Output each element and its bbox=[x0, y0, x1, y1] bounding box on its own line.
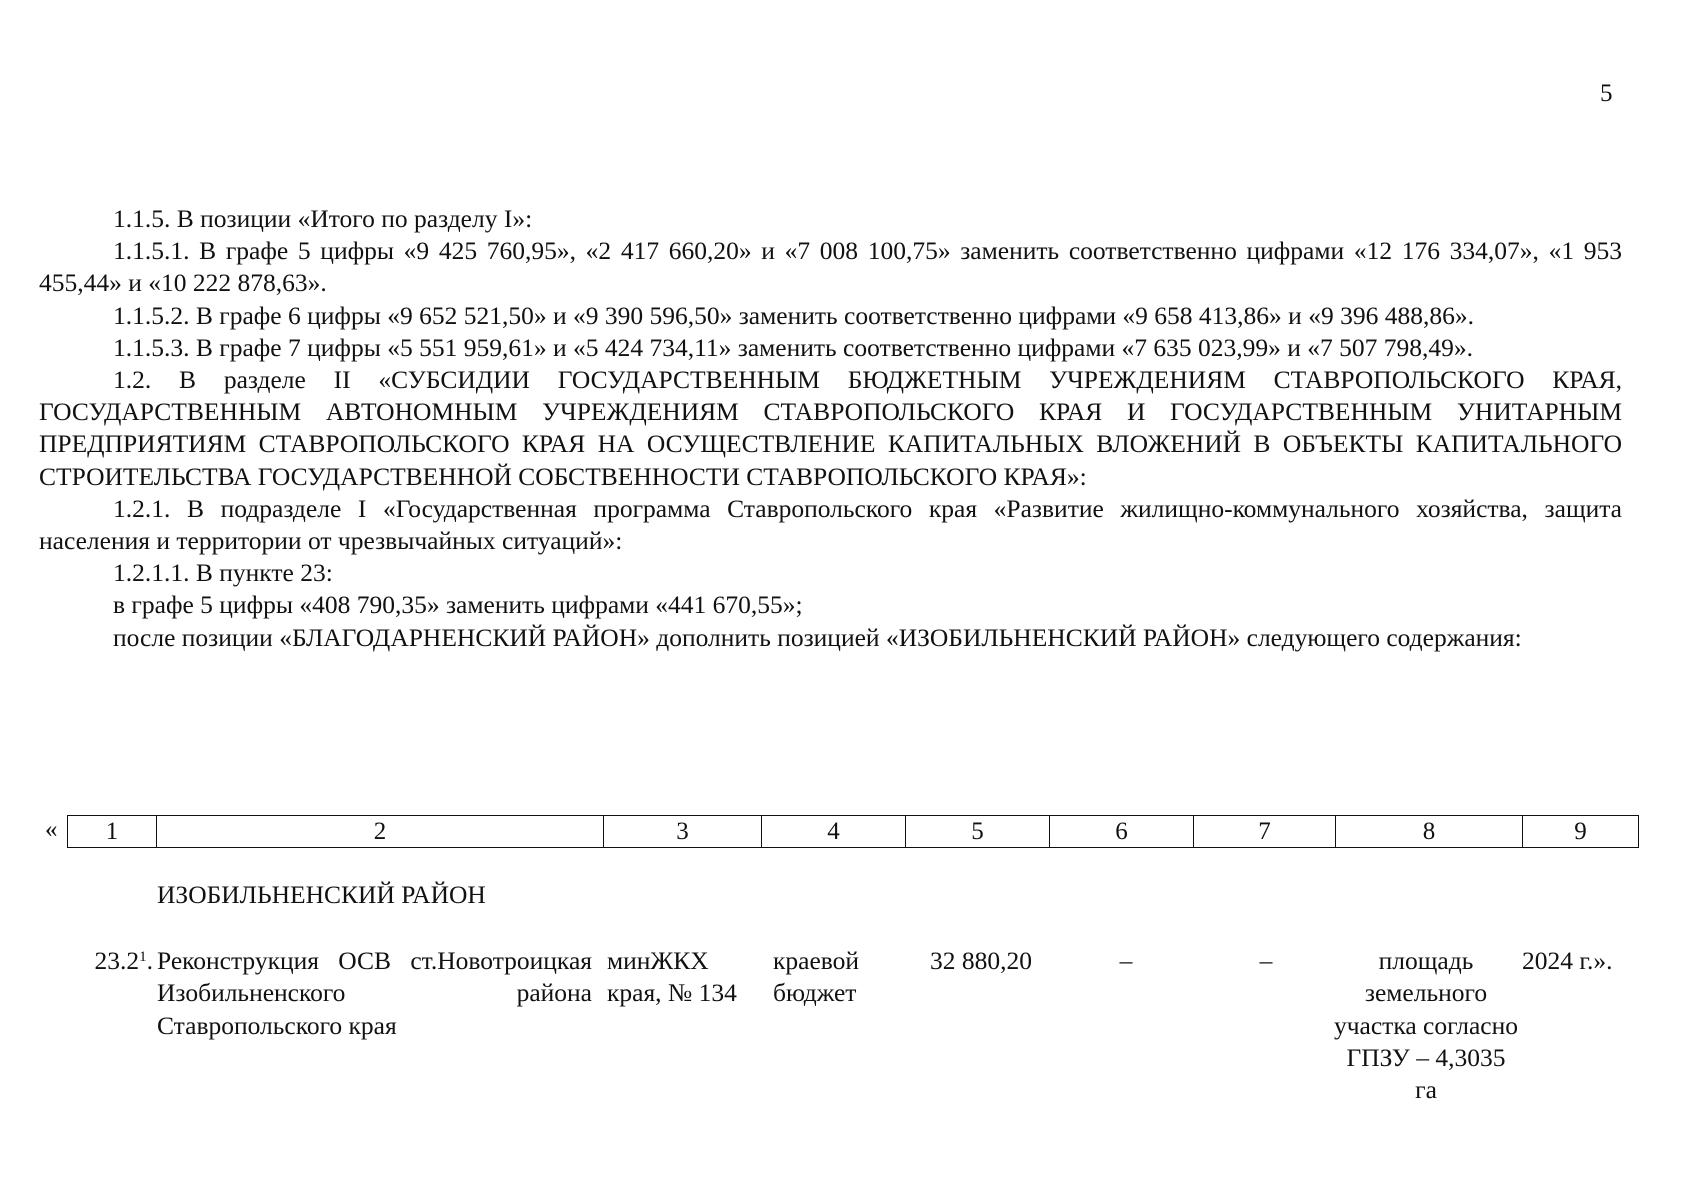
header-col-5: 5 bbox=[906, 816, 1050, 848]
table-open-quote: « bbox=[45, 816, 58, 843]
header-col-6: 6 bbox=[1050, 816, 1194, 848]
header-col-9: 9 bbox=[1523, 816, 1639, 848]
funding-source-cell: краевой бюджет bbox=[773, 946, 860, 1008]
col6-value-cell: – bbox=[1119, 946, 1133, 975]
paragraph-1-1-5-1: 1.1.5.1. В графе 5 цифры «9 425 760,95», «2 417 660,20» и «7 008 100,75» заменить соответственно цифрами «12 176 334,07», «1 953 455,44» и «10 222 878,63». bbox=[39, 236, 1622, 298]
header-col-3: 3 bbox=[604, 816, 762, 848]
header-col-2: 2 bbox=[157, 816, 604, 848]
customer-cell: минЖКХ края, № 134 bbox=[607, 946, 737, 1008]
paragraph-1-1-5: 1.1.5. В позиции «Итого по разделу I»: bbox=[113, 204, 533, 233]
header-col-4: 4 bbox=[762, 816, 906, 848]
document-body bbox=[39, 203, 1622, 654]
section-title: ИЗОБИЛЬНЕНСКИЙ РАЙОН bbox=[157, 880, 486, 909]
col7-value-cell: – bbox=[1259, 946, 1273, 975]
header-col-1: 1 bbox=[68, 816, 157, 848]
object-name-cell: Реконструкция ОСВ ст.Новотроицкая Изобильненского района Ставропольского края bbox=[157, 946, 592, 1040]
row-number-main: 23.2 bbox=[94, 946, 140, 975]
column-number-header bbox=[67, 815, 1639, 848]
paragraph-col5-change: в графе 5 цифры «408 790,35» заменить цифрами «441 670,55»; bbox=[113, 590, 803, 620]
paragraph-1-2-1-1: 1.2.1.1. В пункте 23: bbox=[113, 558, 333, 588]
row-number-suffix: . bbox=[146, 946, 153, 975]
col5-value-cell: 32 880,20 bbox=[930, 946, 1032, 975]
paragraph-1-1-5-2: 1.1.5.2. В графе 6 цифры «9 652 521,50» и «9 390 596,50» заменить соответственно цифрами «9 658 413,86» и «9 396 488,86». bbox=[113, 300, 1474, 330]
row-number bbox=[75, 945, 153, 977]
paragraph-1-1-5-3: 1.1.5.3. В графе 7 цифры «5 551 959,61» и «5 424 734,11» заменить соответственно цифрами «7 635 023,99» и «7 507 798,49». bbox=[113, 332, 1474, 362]
header-col-7: 7 bbox=[1194, 816, 1336, 848]
paragraph-1-2-1: 1.2.1. В подразделе I «Государственная программа Ставропольского края «Развитие жилищно-коммунального хозяйства, защита населения и территории от чрезвычайных ситуаций»: bbox=[39, 493, 1622, 556]
completion-year-cell: 2024 г.». bbox=[1522, 946, 1613, 975]
page-number: 5 bbox=[1600, 80, 1613, 107]
header-col-8: 8 bbox=[1336, 816, 1523, 848]
paragraph-add-position: после позиции «БЛАГОДАРНЕНСКИЙ РАЙОН» дополнить позицией «ИЗОБИЛЬНЕНСКИЙ РАЙОН» следующего содержания: bbox=[113, 622, 1522, 652]
paragraph-1-2: 1.2. В разделе II «СУБСИДИИ ГОСУДАРСТВЕННЫМ БЮДЖЕТНЫМ УЧРЕЖДЕНИЯМ СТАВРОПОЛЬСКОГО КРАЯ, ГОСУДАРСТВЕННЫМ АВТОНОМНЫМ УЧРЕЖДЕНИЯМ СТАВРОПОЛЬСКОГО КРАЯ И ГОСУДАРСТВЕННЫМ УНИТАРНЫМ ПРЕДПРИЯТИЯМ СТАВРОПОЛЬСКОГО КРАЯ НА ОСУЩЕСТВЛЕНИЕ КАПИТАЛЬНЫХ ВЛОЖЕНИЙ В ОБЪЕКТЫ КАПИТАЛЬНОГО СТРОИТЕЛЬСТВА ГОСУДАРСТВЕННОЙ СОБСТВЕННОСТИ СТАВРОПОЛЬСКОГО КРАЯ»: bbox=[39, 365, 1622, 491]
row-number-superscript: 1 bbox=[139, 949, 147, 965]
capacity-cell: площадь земельного участка согласно ГПЗУ – 4,3035 га bbox=[1333, 946, 1519, 1105]
